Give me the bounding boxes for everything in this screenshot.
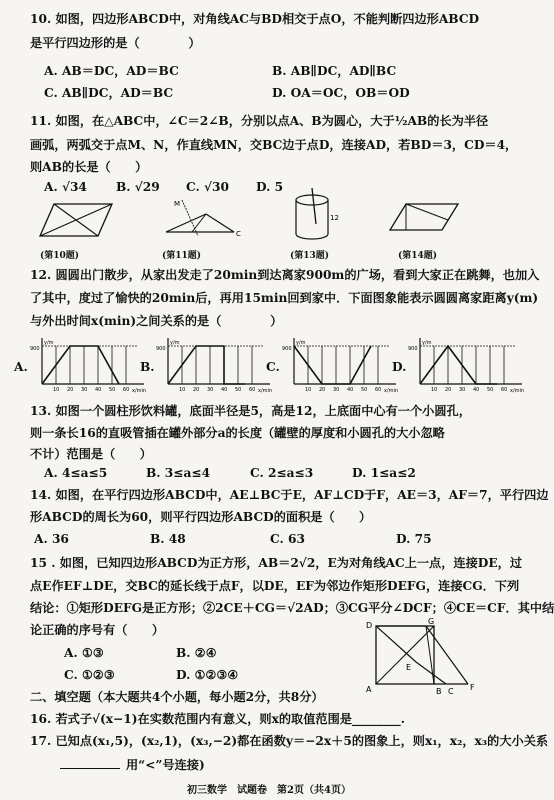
- fig15-label-f: F: [470, 683, 475, 692]
- q12-x-tick: 30: [81, 387, 88, 393]
- q12-x-tick: 50: [235, 387, 242, 393]
- fig15-label-g: G: [428, 617, 435, 626]
- q12-x-tick: 50: [109, 387, 116, 393]
- q12-y-tick: 900: [408, 346, 418, 352]
- q12-x-tick: 20: [193, 387, 200, 393]
- q12-y-tick: 900: [156, 346, 166, 352]
- q12-x-tick: 20: [67, 387, 74, 393]
- page-footer: 初三数学 试题卷 第2页（共4页）: [187, 785, 351, 796]
- q12-graph-2: [282, 336, 400, 394]
- svg-text:C: C: [236, 230, 241, 238]
- q12-axis-y-label: y/m: [296, 340, 306, 346]
- svg-text:M: M: [174, 200, 181, 208]
- q12-x-tick: 10: [431, 387, 438, 393]
- q12-axis-y-label: y/m: [44, 340, 54, 346]
- q12-x-tick: 60: [501, 387, 508, 393]
- q12-series-line: [420, 346, 497, 384]
- q10-option-c: C. AB∥DC，AD＝BC: [44, 86, 174, 100]
- q12-x-tick: 60: [249, 387, 256, 393]
- fig15-label-a: A: [366, 685, 372, 694]
- q12-y-tick: 900: [282, 346, 292, 352]
- figure-q15-square: [364, 618, 494, 696]
- q15-option-c: C. ①②③: [64, 668, 115, 682]
- q12-axis-x-label: x/min: [258, 388, 273, 394]
- q12-stem-line3: 与外出时间x(min)之间关系的是（ ）: [30, 314, 283, 328]
- q12-stem-line2: 了其中，度过了愉快的20min后，再用15min回到家中．下面图象能表示圆圆离家距离y(m): [30, 291, 539, 305]
- q13-option-c: C. 2≤a≤3: [250, 466, 314, 480]
- figure-q11-triangle: [160, 196, 240, 242]
- q11-option-b: B. √29: [116, 180, 160, 194]
- q12-graph-3: [408, 336, 526, 394]
- q15-stem-line3: 结论：①矩形DEFG是正方形；②2CE＋CG＝√2AD；③CG平分∠DCF；④CE＝CF．其中结: [30, 601, 554, 615]
- q14-option-a: A. 36: [34, 532, 69, 546]
- q13-stem-line1: 13. 如图一个圆柱形饮料罐，底面半径是5，高是12，上底面中心有一个小圆孔，: [30, 404, 471, 418]
- q12-x-tick: 50: [487, 387, 494, 393]
- q15-stem-line4: 论正确的序号有（ ）: [30, 623, 165, 637]
- fig15-label-e: E: [406, 663, 412, 672]
- figure-q13-cylinder: [286, 186, 348, 244]
- q12-x-tick: 10: [179, 387, 186, 393]
- q11-stem-line3: 则AB的长是（ ）: [30, 160, 148, 174]
- q12-x-tick: 40: [347, 387, 354, 393]
- q11-option-c: C. √30: [186, 180, 229, 194]
- q12-graph-label-2: C.: [266, 360, 280, 374]
- q16-stem: 16. 若式子√(x−1)在实数范围内有意义，则x的取值范围是________.: [30, 712, 405, 726]
- q13-stem-line2: 则一条长16的直吸管插在罐外部分a的长度（罐壁的厚度和小圆孔的大小忽略: [30, 426, 445, 440]
- q12-series-line: [42, 346, 119, 384]
- q12-stem-line1: 12. 圆圆出门散步，从家出发走了20min到达离家900m的广场，看到大家正在跳舞，也加入: [30, 268, 540, 282]
- q12-graph-1: [156, 336, 274, 394]
- q12-x-tick: 60: [123, 387, 130, 393]
- caption-fig11: (第11题): [162, 251, 202, 261]
- q12-x-tick: 30: [207, 387, 214, 393]
- q11-option-d: D. 5: [256, 180, 284, 194]
- q12-graph-0: [30, 336, 148, 394]
- figure-q10-parallelogram: [36, 198, 116, 242]
- q14-stem-line2: 形ABCD的周长为60，则平行四边形ABCD的面积是（ ）: [30, 510, 372, 524]
- q14-option-c: C. 63: [270, 532, 305, 546]
- caption-fig13: (第13题): [290, 251, 330, 261]
- q13-height-label: 12: [330, 214, 339, 222]
- q14-option-b: B. 48: [150, 532, 186, 546]
- q17-stem-line1: 17. 已知点(x₁,5)，(x₂,1)，(x₃,−2)都在函数y＝−2x＋5的图象上，则x₁，x₂，x₃的大小关系: [30, 734, 549, 748]
- q12-x-tick: 40: [473, 387, 480, 393]
- q12-x-tick: 60: [375, 387, 382, 393]
- q12-axis-y-label: y/m: [170, 340, 180, 346]
- q15-option-b: B. ②④: [176, 646, 217, 660]
- q15-stem-line2: 点E作EF⊥DE，交BC的延长线于点F，以DE，EF为邻边作矩形DEFG，连接CG．下列: [30, 579, 520, 593]
- q10-stem-line2: 是平行四边形的是（ ）: [30, 36, 201, 50]
- q14-option-d: D. 75: [396, 532, 432, 546]
- q12-axis-x-label: x/min: [132, 388, 147, 394]
- q12-x-tick: 50: [361, 387, 368, 393]
- q11-option-a: A. √34: [44, 180, 87, 194]
- q12-x-tick: 10: [305, 387, 312, 393]
- q13-stem-line3: 不计）范围是（ ）: [30, 447, 152, 461]
- q11-stem-line1: 11. 如图，在△ABC中，∠C＝2∠B，分别以点A、B为圆心，大于½AB的长为半径: [30, 114, 489, 128]
- q12-x-tick: 30: [333, 387, 340, 393]
- q10-option-b: B. AB∥DC，AD∥BC: [272, 64, 397, 78]
- q12-graph-label-0: A.: [14, 360, 28, 374]
- q12-x-tick: 40: [95, 387, 102, 393]
- fig15-label-d: D: [366, 621, 373, 630]
- q12-series-line: [294, 346, 371, 384]
- q11-stem-line2: 画弧，两弧交于点M、N，作直线MN，交BC边于点D，连接AD，若BD＝3，CD＝4，: [30, 138, 518, 152]
- q12-x-tick: 10: [53, 387, 60, 393]
- q14-stem-line1: 14. 如图，在平行四边形ABCD中，AE⊥BC于E，AF⊥CD于F，AE＝3，AF＝7，平行四边: [30, 488, 549, 502]
- fig15-label-c: C: [448, 687, 454, 696]
- q12-series-line: [168, 346, 245, 384]
- q10-option-a: A. AB＝DC，AD＝BC: [44, 64, 179, 78]
- q10-option-d: D. OA＝OC，OB＝OD: [272, 86, 410, 100]
- q12-axis-x-label: x/min: [510, 388, 525, 394]
- q17-answer-blank: [60, 758, 205, 773]
- q12-x-tick: 20: [319, 387, 326, 393]
- q13-option-b: B. 3≤a≤4: [146, 466, 211, 480]
- q12-graph-label-3: D.: [392, 360, 407, 374]
- figure-q14-parallelogram: [384, 198, 464, 242]
- q17-stem-line2: 用“<”号连接): [126, 758, 205, 772]
- q15-option-d: D. ①②③④: [176, 668, 239, 682]
- fig15-label-b: B: [436, 687, 442, 696]
- q10-stem-line1: 10. 如图，四边形ABCD中，对角线AC与BD相交于点O，不能判断四边形ABCD: [30, 12, 480, 26]
- q15-option-a: A. ①③: [64, 646, 104, 660]
- q12-x-tick: 40: [221, 387, 228, 393]
- q15-stem-line1: 15 . 如图，已知四边形ABCD为正方形，AB＝2√2，E为对角线AC上一点，连接DE，过: [30, 556, 523, 570]
- q12-axis-y-label: y/m: [422, 340, 432, 346]
- q12-axis-x-label: x/min: [384, 388, 399, 394]
- q13-option-a: A. 4≤a≤5: [44, 466, 108, 480]
- caption-fig14: (第14题): [398, 251, 438, 261]
- section-fill-in-title: 二、填空题（本大题共4个小题，每小题2分，共8分）: [30, 690, 324, 704]
- q12-x-tick: 30: [459, 387, 466, 393]
- q12-x-tick: 20: [445, 387, 452, 393]
- q13-option-d: D. 1≤a≤2: [352, 466, 416, 480]
- q12-y-tick: 900: [30, 346, 40, 352]
- q12-graph-label-1: B.: [140, 360, 155, 374]
- caption-fig10: (第10题): [40, 251, 80, 261]
